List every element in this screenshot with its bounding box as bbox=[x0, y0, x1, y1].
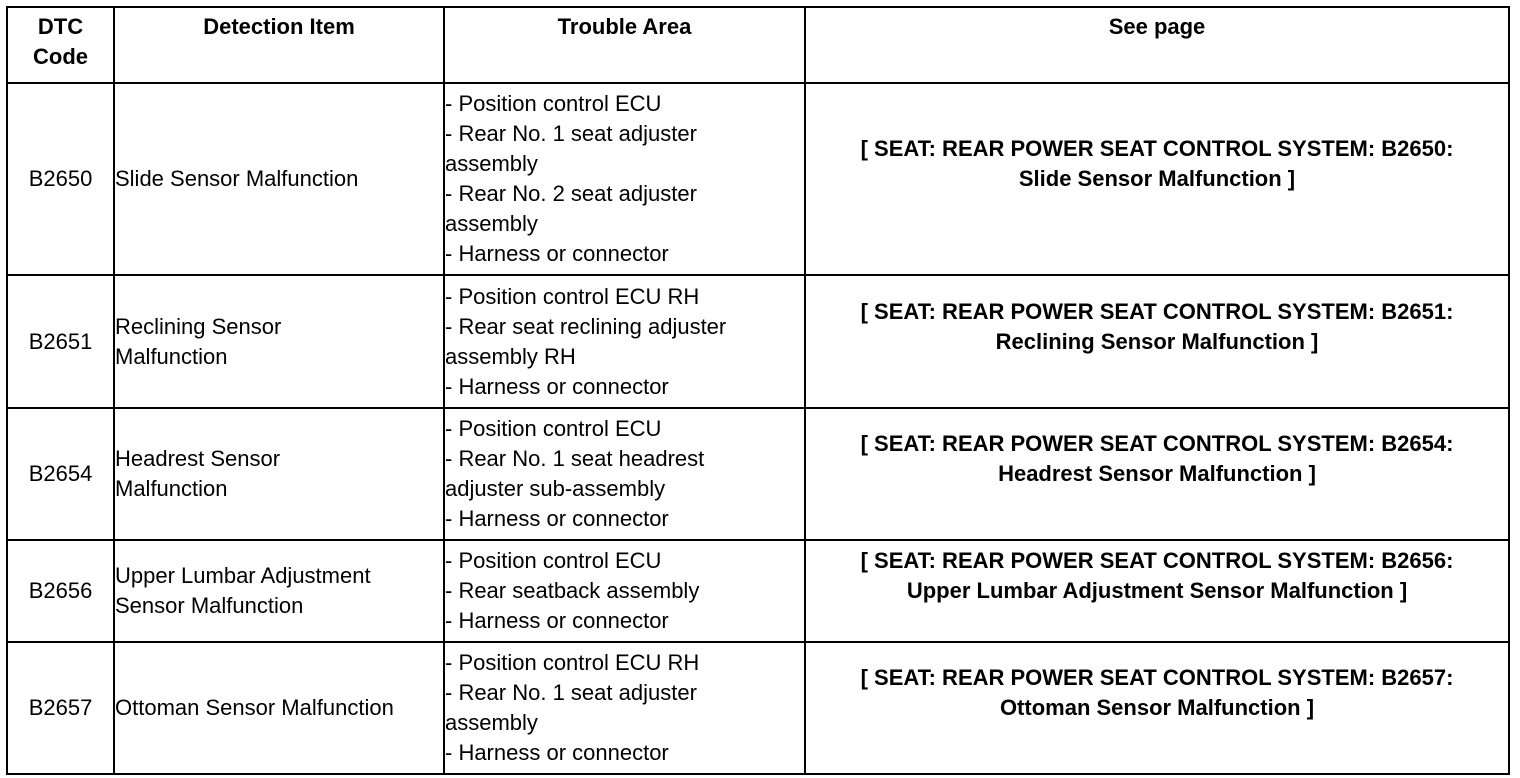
trouble-area-line: - Rear No. 1 seat adjuster bbox=[445, 680, 697, 705]
detection-item-line: Headrest Sensor bbox=[115, 446, 281, 471]
dtc-code-cell: B2657 bbox=[7, 642, 114, 774]
table-body bbox=[7, 83, 1509, 774]
detection-item-cell bbox=[114, 408, 444, 540]
see-page-text bbox=[806, 429, 1508, 489]
dtc-code-cell: B2650 bbox=[7, 83, 114, 275]
see-page-link[interactable] bbox=[805, 540, 1509, 642]
trouble-area-line: assembly bbox=[445, 151, 538, 176]
detection-item-cell bbox=[114, 275, 444, 408]
table-row bbox=[7, 83, 1509, 275]
header-dtc-code-line1: DTC bbox=[37, 14, 84, 39]
trouble-area-line: - Rear No. 1 seat adjuster bbox=[445, 121, 697, 146]
detection-item-line: Reclining Sensor bbox=[115, 313, 282, 339]
see-page-line: [ SEAT: REAR POWER SEAT CONTROL SYSTEM: B2656: bbox=[860, 548, 1454, 573]
dtc-code-cell: B2651 bbox=[7, 275, 114, 408]
trouble-area-line: - Position control ECU RH bbox=[445, 283, 700, 309]
header-detection-item: Detection Item bbox=[114, 7, 444, 83]
table-row bbox=[7, 540, 1509, 642]
header-trouble-area: Trouble Area bbox=[444, 7, 805, 83]
see-page-text bbox=[806, 297, 1508, 357]
trouble-area-line: - Position control ECU bbox=[445, 91, 662, 116]
detection-item-line: Malfunction bbox=[115, 343, 228, 369]
detection-item-line: Sensor Malfunction bbox=[115, 593, 304, 618]
trouble-area-line: - Harness or connector bbox=[445, 506, 669, 531]
trouble-area-line: - Position control ECU RH bbox=[445, 650, 700, 675]
trouble-area-line: - Position control ECU bbox=[445, 548, 662, 573]
see-page-link[interactable] bbox=[805, 642, 1509, 774]
dtc-code-cell: B2654 bbox=[7, 408, 114, 540]
header-row bbox=[7, 7, 1509, 83]
trouble-area-line: assembly bbox=[445, 211, 538, 236]
header-dtc-code bbox=[7, 7, 114, 83]
trouble-area-line: - Rear No. 1 seat headrest bbox=[445, 446, 705, 471]
see-page-line: Reclining Sensor Malfunction ] bbox=[995, 328, 1319, 354]
trouble-area-cell bbox=[444, 408, 805, 540]
see-page-text bbox=[806, 663, 1508, 723]
see-page-link[interactable] bbox=[805, 83, 1509, 275]
trouble-area-line: - Harness or connector bbox=[445, 740, 669, 765]
detection-item-line: Slide Sensor Malfunction bbox=[115, 166, 359, 191]
see-page-line: Upper Lumbar Adjustment Sensor Malfunction ] bbox=[906, 578, 1408, 603]
trouble-area-cell bbox=[444, 642, 805, 774]
trouble-area-line: adjuster sub-assembly bbox=[445, 476, 666, 501]
detection-item-cell bbox=[114, 540, 444, 642]
trouble-area-line: assembly RH bbox=[445, 343, 576, 369]
dtc-table-container bbox=[6, 6, 1510, 775]
trouble-area-line: - Rear No. 2 seat adjuster bbox=[445, 181, 697, 206]
trouble-area-cell bbox=[444, 540, 805, 642]
see-page-text bbox=[806, 546, 1508, 606]
header-dtc-code-line2: Code bbox=[33, 44, 88, 69]
trouble-area-line: - Harness or connector bbox=[445, 241, 669, 266]
trouble-area-line: - Position control ECU bbox=[445, 416, 662, 441]
see-page-line: [ SEAT: REAR POWER SEAT CONTROL SYSTEM: B2657: bbox=[860, 665, 1454, 690]
trouble-area-line: - Harness or connector bbox=[445, 608, 669, 633]
detection-item-line: Malfunction bbox=[115, 476, 228, 501]
see-page-line: [ SEAT: REAR POWER SEAT CONTROL SYSTEM: B2650: bbox=[860, 136, 1454, 161]
see-page-link[interactable] bbox=[805, 275, 1509, 408]
see-page-line: Headrest Sensor Malfunction ] bbox=[998, 461, 1316, 486]
see-page-text bbox=[806, 134, 1508, 194]
header-see-page: See page bbox=[805, 7, 1509, 83]
trouble-area-cell bbox=[444, 83, 805, 275]
detection-item-cell bbox=[114, 642, 444, 774]
see-page-link[interactable] bbox=[805, 408, 1509, 540]
trouble-area-line: - Harness or connector bbox=[445, 373, 669, 399]
dtc-code-cell: B2656 bbox=[7, 540, 114, 642]
dtc-table bbox=[6, 6, 1510, 775]
table-row bbox=[7, 275, 1509, 408]
trouble-area-line: assembly bbox=[445, 710, 538, 735]
trouble-area-line: - Rear seat reclining adjuster bbox=[445, 313, 727, 339]
detection-item-cell bbox=[114, 83, 444, 275]
detection-item-line: Ottoman Sensor Malfunction bbox=[115, 695, 394, 720]
see-page-line: [ SEAT: REAR POWER SEAT CONTROL SYSTEM: B2651: bbox=[860, 298, 1454, 324]
see-page-line: Slide Sensor Malfunction ] bbox=[1018, 166, 1296, 191]
trouble-area-cell bbox=[444, 275, 805, 408]
see-page-line: [ SEAT: REAR POWER SEAT CONTROL SYSTEM: B2654: bbox=[860, 431, 1454, 456]
detection-item-line: Upper Lumbar Adjustment bbox=[115, 563, 371, 588]
trouble-area-line: - Rear seatback assembly bbox=[445, 578, 700, 603]
see-page-line: Ottoman Sensor Malfunction ] bbox=[999, 695, 1315, 720]
table-row bbox=[7, 642, 1509, 774]
table-row bbox=[7, 408, 1509, 540]
